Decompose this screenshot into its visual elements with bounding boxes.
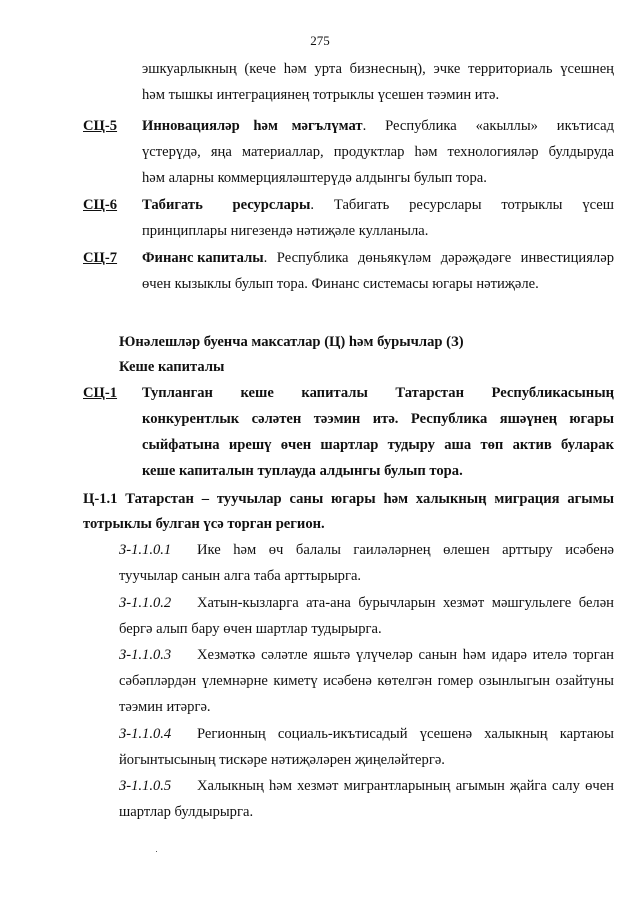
- sc7-line-2: өчен кызыклы булып тора. Финанс системасы югары нәтиҗәле.: [142, 276, 539, 292]
- task-3-line-2: сәбәпләрдән үлемнәрне киметү исәбенә көтелгән гомер озынлыгын озайтуны: [119, 673, 614, 689]
- sc7-code: СЦ-7: [83, 250, 118, 266]
- task-2-line-1: Хатын-кызларга ата-ана бурычларын хезмәт мәшгульлеге белән: [197, 595, 614, 611]
- c11-line-2: тотрыклы булган үсә торган регион.: [83, 516, 325, 532]
- intro-line-2: һәм тышкы интеграциянең тотрыклы үсешен тәэмин итә.: [142, 87, 500, 103]
- task-1-line-1: Ике һәм өч балалы гаиләләрнең өлешен арттыру исәбенә: [197, 542, 614, 558]
- task-2-number: З-1.1.0.2: [119, 595, 172, 611]
- sc6-text-1: . Табигать ресурслары тотрыклы үсеш: [310, 197, 614, 213]
- sc1-line-4: кеше капиталын туплауда алдынгы булып тора.: [142, 463, 463, 479]
- scan-speck: [156, 851, 157, 852]
- task-5-line-1: Халыкның һәм хезмәт мигрантларының агымын җайга салу өчен: [197, 778, 614, 794]
- sc1-line-1: Тупланган кеше капиталы Татарстан Республикасының: [142, 385, 614, 401]
- sc6-line-2: принциплары нигезендә нәтиҗәле кулланыла.: [142, 223, 429, 239]
- sc5-line-3: һәм аларны коммерцияләштерүдә алдынгы булып тора.: [142, 170, 487, 186]
- task-4-line-2: йогынтысының тискәре нәтиҗәләрен җиңеләйтергә.: [119, 752, 445, 768]
- sc5-title: Инновацияләр һәм мәгълүмат: [142, 118, 363, 134]
- task-1-number: З-1.1.0.1: [119, 542, 172, 558]
- sc1-line-3: сыйфатына ирешү өчен шартлар тудыру аша төп актив буларак: [142, 437, 614, 453]
- task-3-line-3: тәэмин итәргә.: [119, 699, 211, 715]
- sc1-line-2: конкурентлык сәләтен тәэмин итә. Республика яшәүнең югары: [142, 411, 614, 427]
- sc1-code: СЦ-1: [83, 385, 118, 401]
- section-heading: Юнәлешләр буенча максатлар (Ц) һәм бурычлар (З): [119, 334, 464, 350]
- task-3-number: З-1.1.0.3: [119, 647, 172, 663]
- task-5-number: З-1.1.0.5: [119, 778, 172, 794]
- page-number: 275: [310, 33, 330, 48]
- sc5-line-2: үстерүдә, яңа материаллар, продуктлар һәм технологияләр булдыруда: [142, 144, 614, 160]
- sc7-text-1: . Республика дөньякүләм дәрәҗәдәге инвестицияләр: [263, 250, 614, 266]
- c11-line-1: Ц-1.1 Татарстан – туучылар саны югары һәм халыкның миграция агымы: [83, 491, 614, 507]
- sc5-line-1: [142, 117, 614, 135]
- task-3-line-1: Хезмәткә сәләтле яшьтә үлүчеләр санын һәм идарә ителә торган: [197, 647, 614, 663]
- sc5-text-1: . Республика «акыллы» икътисад: [362, 118, 614, 134]
- task-5-line-2: шартлар булдырырга.: [119, 804, 254, 820]
- section-subheading: Кеше капиталы: [119, 359, 225, 375]
- sc7-line-1: [142, 249, 614, 267]
- task-4-number: З-1.1.0.4: [119, 726, 172, 742]
- sc6-title: Табигать ресурслары: [142, 197, 311, 213]
- sc6-line-1: [142, 196, 614, 214]
- task-1-line-2: туучылар санын алга таба арттырырга.: [119, 568, 362, 584]
- sc6-code: СЦ-6: [83, 197, 118, 213]
- intro-line-1: эшкуарлыкның (кече һәм урта бизнесның), эчке территориаль үсешнең: [142, 61, 614, 77]
- task-2-line-2: бергә алып бару өчен шартлар тудырырга.: [119, 621, 382, 637]
- task-4-line-1: Регионның социаль-икътисадый үсешенә халыкның картаюы: [197, 726, 614, 742]
- sc5-code: СЦ-5: [83, 118, 118, 134]
- sc7-title: Финанс капиталы: [142, 250, 264, 266]
